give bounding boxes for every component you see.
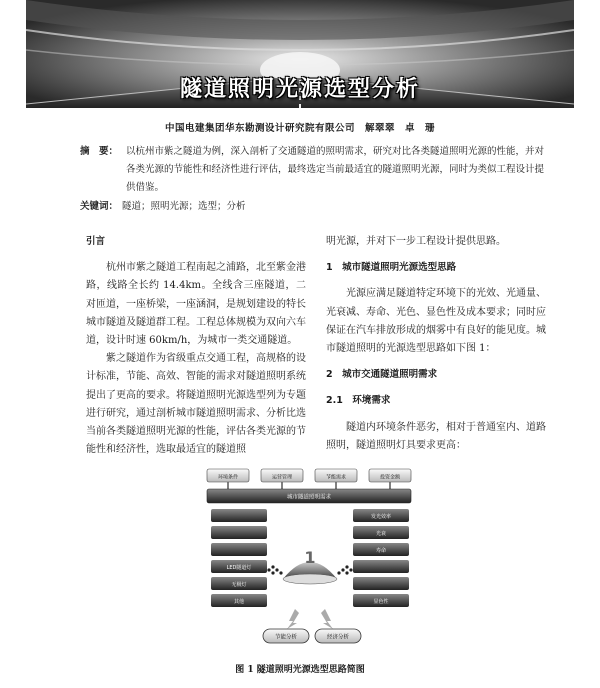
section-heading-2: 2 城市交通隧道照明需求 (326, 369, 438, 381)
figure-caption: 图 1 隧道照明光源选型思路简图 (235, 665, 365, 675)
right-boxes (353, 509, 409, 607)
top-box-label: 节能需求 (325, 474, 347, 481)
left-column (86, 233, 306, 459)
header-banner (26, 0, 574, 108)
figure-diagram (205, 467, 415, 649)
top-boxes (207, 469, 411, 482)
paragraph: 杭州市紫之隧道工程南起之浦路，北至紫金港路，线路全长约 14.4km。全线含三座隧道，二对匝道，一座桥梁，一座涵洞，是规划建设的特长城市隧道及隧道群工程。工程总体规模为双向六车道，设计时速 60km/h，为城市一类交通隧道。 (86, 262, 306, 347)
figure-1 (205, 467, 415, 649)
top-box-label: 投资金额 (379, 474, 401, 481)
bottom-boxes (263, 629, 361, 643)
left-box-label: 其他 (233, 599, 245, 605)
bottom-box-label: 经济分析 (326, 634, 350, 641)
abstract-text: 以杭州市紫之隧道为例，深入剖析了交通隧道的照明需求，研究对比各类隧道照明光源的性能，并对各类光源的节能性和经济性进行评估，最终选定当前最适宜的隧道照明光源，同时为类似工程设计提供借鉴。 (126, 146, 545, 193)
section-heading-intro: 引言 (86, 236, 106, 247)
article-title: 隧道照明光源选型分析 (179, 77, 420, 102)
keywords (80, 198, 246, 212)
bottom-box-label: 节能分析 (274, 634, 298, 641)
author-line (0, 120, 600, 134)
organization: 中国电建集团华东勘测设计研究院有限公司 (164, 123, 355, 134)
section-heading-2-1: 2.1 环境需求 (326, 395, 391, 407)
abstract-label: 摘 要： (80, 146, 119, 157)
paragraph: 紫之隧道作为省级重点交通工程，高规格的设计标准，节能、高效、智能的需求对隧道照明系统提出了更高的要求。将隧道照明光源选型列为专题进行研究，通过剖析城市隧道照明需求、分析比选当前各类隧道照明光源的性能，评估各类光源的节能性和经济性，选取最适宜的隧道照 (86, 353, 306, 456)
keywords-text: 隧道；照明光源；选型；分析 (122, 201, 246, 212)
keywords-label: 关键词： (80, 201, 119, 212)
section-heading-1: 1 城市隧道照明光源选型思路 (326, 262, 457, 274)
abstract (80, 143, 546, 197)
top-box-label: 运营管理 (271, 474, 293, 481)
right-box-label: 显色性 (373, 599, 389, 605)
authors: 解翠翠 卓 珊 (365, 123, 436, 134)
paragraph: 隧道内环境条件恶劣，相对于普通室内、道路照明，隧道照明灯具要求更高： (326, 421, 546, 451)
top-arrows (228, 482, 390, 489)
paragraph: 明光源，并对下一步工程设计提供思路。 (326, 236, 506, 247)
center-dome (283, 548, 337, 584)
right-box-label: 光衰 (375, 531, 387, 537)
paragraph: 光源应满足隧道特定环境下的光效、光通量、光衰减、寿命、光色、显色性及成本要求；同时应保证在汽车排放形成的烟雾中有良好的能见度。城市隧道照明的光源选型思路如下图 1： (326, 288, 546, 355)
left-boxes (211, 509, 267, 607)
right-box-label: 发光效率 (370, 514, 392, 520)
bottom-arrows (287, 609, 333, 629)
left-box-label: 无极灯 (231, 582, 247, 588)
top-box-label: 环境条件 (217, 474, 239, 481)
left-box-label: LED隧道灯 (226, 565, 252, 571)
main-box-label: 城市隧道照明需求 (286, 494, 332, 501)
right-column (326, 233, 546, 455)
center-label: 1 (304, 548, 316, 567)
right-box-label: 寿命 (375, 548, 387, 554)
